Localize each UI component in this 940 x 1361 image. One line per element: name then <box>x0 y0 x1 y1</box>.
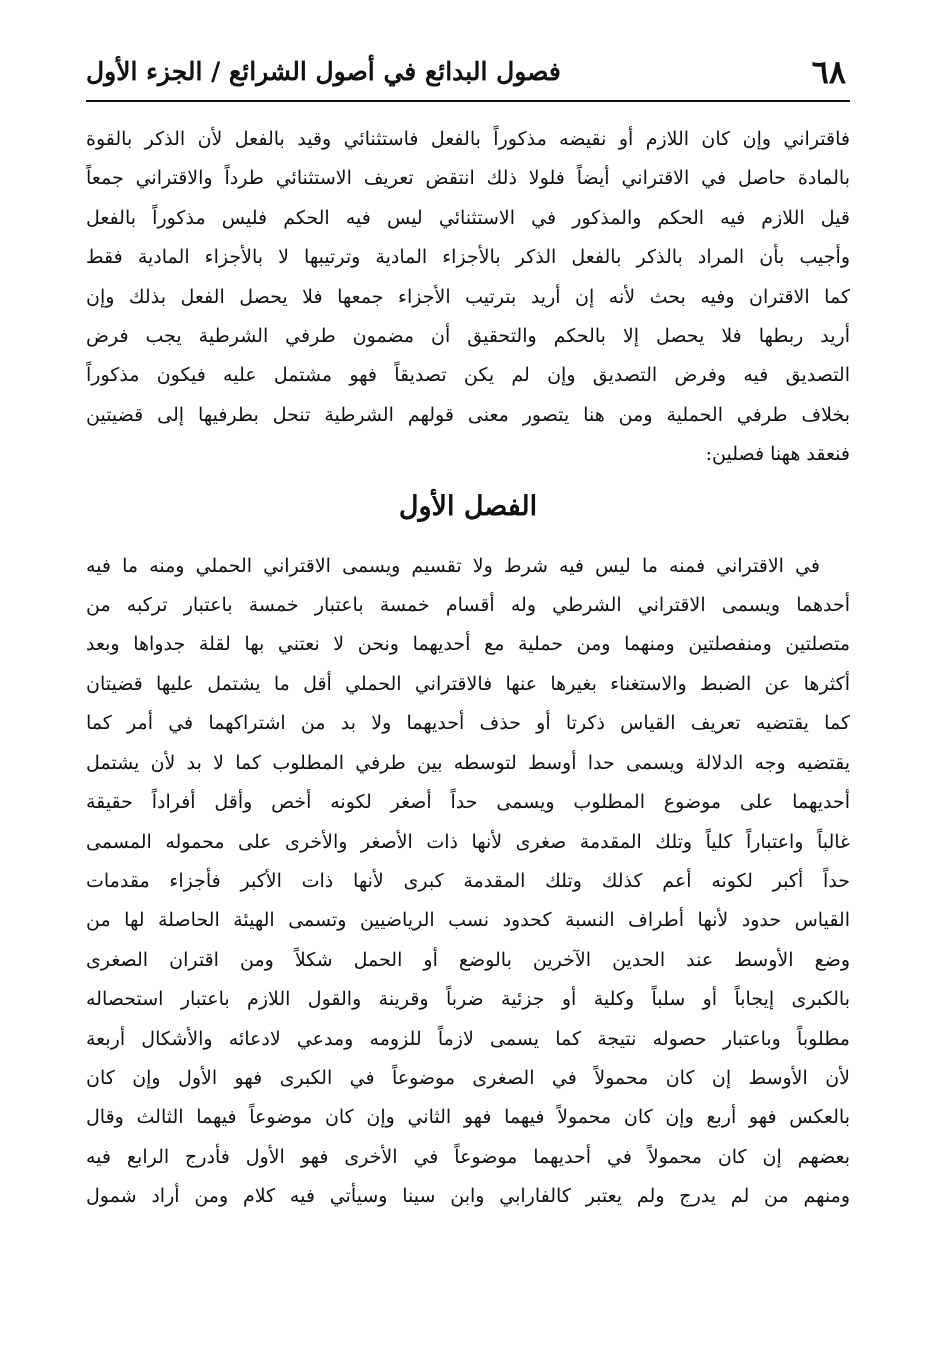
text-line: فاقتراني وإن كان اللازم أو نقيضه مذكوراً بالفعل فاستثنائي وقيد بالفعل لأن الذكر بالقوة <box>86 128 850 150</box>
text-line: أحديهما على موضوع المطلوب ويسمى حداً أصغر لكونه أخص وأقل أفراداً حقيقة <box>86 791 850 814</box>
paragraph-section-one <box>86 547 850 1217</box>
text-line: أكثرها عن الضبط والاستغناء بغيرها عنها فالاقتراني الحملي أقل ما يشتمل عليها قضيتان <box>86 672 850 695</box>
text-line: وضع الأوسط عند الحدين الآخرين بالوضع أو الحمل شكلاً ومن اقتران الصغرى <box>86 948 850 971</box>
text-line: مطلوباً وباعتبار حصوله نتيجة كما يسمى لازماً للزومه ومدعي لادعائه والأشكال أربعة <box>86 1027 850 1050</box>
text-line: فنعقد ههنا فصلين: <box>705 443 850 466</box>
text-line: غالباً واعتباراً كلياً وتلك المقدمة صغرى لأنها ذات الأصغر والأخرى على محموله المسمى <box>86 830 850 853</box>
text-line: أحدهما ويسمى الاقتراني الشرطي وله أقسام خمسة باعتبار خمسة باعتبار تركبه من <box>86 594 850 617</box>
text-line: وأجيب بأن المراد بالذكر بالفعل الذكر بالأجزاء المادية وترتيبها لا بالأجزاء المادية فقط <box>86 246 850 269</box>
text-line: يقتضيه وجه الدلالة ويسمى حدا أوسط لتوسطه بين طرفي المطلوب كما لا بد لأن يشتمل <box>86 751 850 774</box>
text-line: قيل اللازم فيه الحكم والمذكور في الاستثنائي ليس فيه الحكم فليس مذكوراً بالفعل <box>86 206 850 229</box>
text-line: بالكبرى إيجاباً أو سلباً وكلية أو جزئية ضرباً وقرينة والقول اللازم باعتبار استحصاله <box>86 988 850 1011</box>
text-line: ومنهم من لم يدرج ولم يعتبر كالفارابي وابن سينا وسيأتي فيه كلام ومن أراد شمول <box>86 1185 850 1208</box>
text-line: القياس حدود لأنها أطراف النسبة كحدود نسب الرياضيين وتسمى الهيئة الحاصلة لها من <box>86 909 850 932</box>
paragraph-intro <box>86 120 850 475</box>
book-page <box>86 38 850 1338</box>
text-line: متصلتين ومنفصلتين ومنهما ومن حملية مع أحديهما ونحن لا نعتني بها لقلة جدواها وبعد <box>86 633 850 656</box>
text-line: في الاقتراني فمنه ما ليس فيه شرط ولا تقسيم ويسمى الاقتراني الحملي ومنه ما فيه <box>86 554 820 577</box>
text-line: كما يقتضيه تعريف القياس ذكرتا أو حذف أحديهما ولا بد من اشتراكهما في أمر كما <box>86 712 850 735</box>
text-line: حداً أكبر لكونه أعم كذلك وتلك المقدمة كبرى لأنها ذات الأكبر فأجزاء مقدمات <box>86 869 850 892</box>
page-header <box>86 38 850 102</box>
text-line: أريد ربطها فلا يحصل إلا بالحكم والتحقيق أن مضمون طرفي الشرطية يجب فرض <box>86 325 850 348</box>
text-line: بالمادة حاصل في الاقتراني أيضاً فلولا ذلك انتقض تعريف الاستثنائي طرداً والاقتراني جمعاً <box>86 167 850 190</box>
section-heading: الفصل الأول <box>398 490 538 522</box>
text-line: كما الاقتران وفيه بحث لأنه إن أريد بترتيب الأجزاء جمعها فلا يحصل الفعل بذلك وإن <box>86 285 850 308</box>
text-line: بخلاف طرفي الحملية ومن هنا يتصور معنى قولهم الشرطية تنحل بطرفيها إلى قضيتين <box>86 403 850 426</box>
text-line: بعضهم إن كان محمولاً في أحديهما موضوعاً في الأخرى فهو الأول فأدرج الرابع فيه <box>86 1145 850 1168</box>
running-title: فصول البدائع في أصول الشرائع / الجزء الأول <box>86 57 561 86</box>
page-number: ٦٨ <box>811 53 846 91</box>
text-line: التصديق فيه وفرض التصديق وإن لم يكن تصديقاً فهو مشتمل عليه فيكون مذكوراً <box>86 364 850 387</box>
text-line: لأن الأوسط إن كان محمولاً في الصغرى موضوعاً في الكبرى فهو الأول وإن كان <box>86 1066 850 1089</box>
text-line: بالعكس فهو أربع وإن كان محمولاً فيهما فهو الثاني وإن كان موضوعاً فيهما الثالث وقال <box>86 1106 850 1129</box>
